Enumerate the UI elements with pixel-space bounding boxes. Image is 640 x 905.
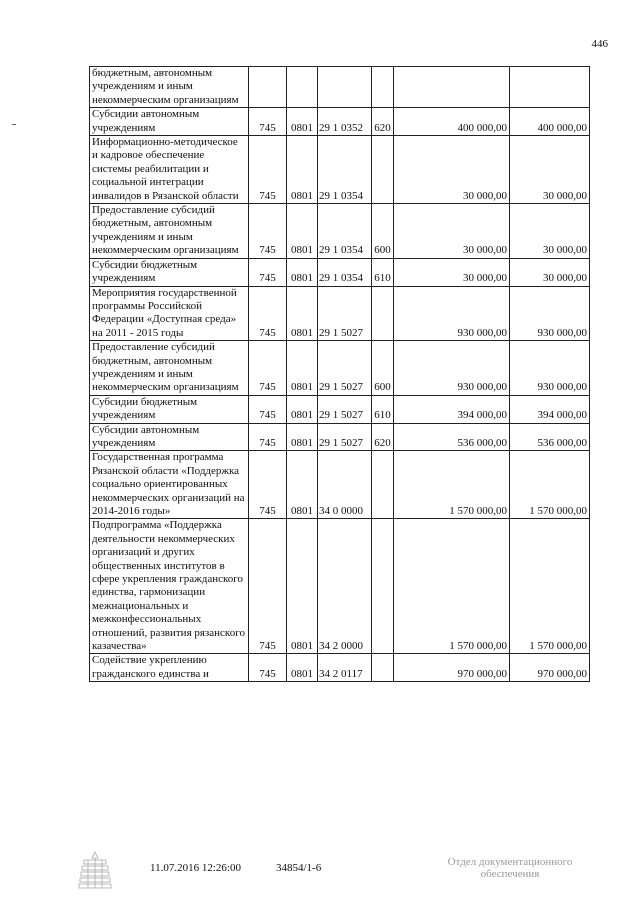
row-expense-type: 610 (372, 258, 394, 286)
row-expense-type: 600 (372, 204, 394, 259)
row-section-code: 0801 (287, 286, 318, 341)
table-row (90, 286, 590, 341)
row-section-code: 0801 (287, 341, 318, 396)
row-expense-type (372, 654, 394, 682)
row-amount-2: 30 000,00 (510, 258, 590, 286)
row-target-code: 29 1 5027 (318, 341, 372, 396)
row-section-code: 0801 (287, 451, 318, 519)
row-expense-type (372, 136, 394, 204)
row-section-code: 0801 (287, 423, 318, 451)
row-name: Предоставление субсидий бюджетным, автономным учреждениям и иным некоммерческим организациям (90, 204, 249, 259)
row-amount-2: 1 570 000,00 (510, 519, 590, 654)
row-amount-1 (394, 67, 510, 108)
row-expense-type: 610 (372, 395, 394, 423)
stamp-line-2: обеспечения (480, 868, 540, 880)
row-name: Субсидии бюджетным учреждениям (90, 258, 249, 286)
row-expense-type: 620 (372, 108, 394, 136)
row-expense-type: 620 (372, 423, 394, 451)
row-admin-code: 745 (249, 341, 287, 396)
row-name: Предоставление субсидий бюджетным, автономным учреждениям и иным некоммерческим организациям (90, 341, 249, 396)
row-target-code: 29 1 0352 (318, 108, 372, 136)
row-expense-type (372, 451, 394, 519)
row-target-code: 34 2 0000 (318, 519, 372, 654)
row-admin-code: 745 (249, 395, 287, 423)
row-name: Содействие укреплению гражданского единства и (90, 654, 249, 682)
row-target-code: 34 0 0000 (318, 451, 372, 519)
margin-mark (12, 124, 16, 125)
table-row (90, 204, 590, 259)
row-amount-2: 30 000,00 (510, 136, 590, 204)
row-name: бюджетным, автономным учреждениям и иным некоммерческим организациям (90, 67, 249, 108)
row-amount-1: 394 000,00 (394, 395, 510, 423)
budget-table (89, 66, 590, 682)
table-body (90, 67, 590, 682)
row-name: Субсидии автономным учреждениям (90, 108, 249, 136)
table-row (90, 108, 590, 136)
row-section-code (287, 67, 318, 108)
row-name: Государственная программа Рязанской области «Поддержка социально ориентированных некоммерческих организаций на 2014-2016 годы» (90, 451, 249, 519)
row-admin-code: 745 (249, 451, 287, 519)
department-stamp (420, 856, 600, 880)
row-amount-1: 1 570 000,00 (394, 519, 510, 654)
row-target-code (318, 67, 372, 108)
row-target-code: 29 1 0354 (318, 258, 372, 286)
row-name: Подпрограмма «Поддержка деятельности некоммерческих организаций и других общественных институтов в сфере укрепления гражданского единства, гармонизации межнациональных и межконфессиональных отношений, развития рязанского казачества» (90, 519, 249, 654)
row-amount-1: 930 000,00 (394, 341, 510, 396)
row-amount-1: 930 000,00 (394, 286, 510, 341)
row-target-code: 29 1 5027 (318, 423, 372, 451)
row-amount-2: 930 000,00 (510, 286, 590, 341)
row-section-code: 0801 (287, 136, 318, 204)
row-admin-code (249, 67, 287, 108)
row-amount-2: 394 000,00 (510, 395, 590, 423)
row-amount-1: 30 000,00 (394, 258, 510, 286)
row-amount-2 (510, 67, 590, 108)
row-admin-code: 745 (249, 136, 287, 204)
row-amount-1: 30 000,00 (394, 204, 510, 259)
row-section-code: 0801 (287, 108, 318, 136)
table-row (90, 654, 590, 682)
row-name: Субсидии бюджетным учреждениям (90, 395, 249, 423)
row-amount-1: 400 000,00 (394, 108, 510, 136)
row-amount-2: 1 570 000,00 (510, 451, 590, 519)
row-name: Информационно-методическое и кадровое обеспечение системы реабилитации и социальной интеграции инвалидов в Рязанской области (90, 136, 249, 204)
row-target-code: 29 1 0354 (318, 136, 372, 204)
row-admin-code: 745 (249, 654, 287, 682)
row-section-code: 0801 (287, 395, 318, 423)
footer-doc-code: 34854/1-6 (276, 862, 322, 874)
table-row (90, 451, 590, 519)
row-target-code: 29 1 5027 (318, 286, 372, 341)
row-amount-1: 970 000,00 (394, 654, 510, 682)
row-section-code: 0801 (287, 519, 318, 654)
row-section-code: 0801 (287, 204, 318, 259)
stamp-line-1: Отдел документационного (447, 856, 573, 868)
page-number: 446 (591, 38, 608, 50)
coat-of-arms-icon (78, 850, 112, 890)
table-row (90, 519, 590, 654)
row-admin-code: 745 (249, 108, 287, 136)
footer-datetime: 11.07.2016 12:26:00 (150, 862, 241, 874)
row-admin-code: 745 (249, 286, 287, 341)
row-name: Мероприятия государственной программы Российской Федерации «Доступная среда» на 2011 - 2015 годы (90, 286, 249, 341)
row-amount-2: 536 000,00 (510, 423, 590, 451)
row-amount-2: 970 000,00 (510, 654, 590, 682)
row-target-code: 34 2 0117 (318, 654, 372, 682)
table-row (90, 423, 590, 451)
row-target-code: 29 1 0354 (318, 204, 372, 259)
row-expense-type (372, 519, 394, 654)
table-row (90, 136, 590, 204)
row-expense-type (372, 67, 394, 108)
row-section-code: 0801 (287, 258, 318, 286)
table-row (90, 67, 590, 108)
table-row (90, 395, 590, 423)
row-amount-1: 1 570 000,00 (394, 451, 510, 519)
row-amount-2: 400 000,00 (510, 108, 590, 136)
table-row (90, 341, 590, 396)
row-admin-code: 745 (249, 204, 287, 259)
row-amount-2: 30 000,00 (510, 204, 590, 259)
row-amount-2: 930 000,00 (510, 341, 590, 396)
table-row (90, 258, 590, 286)
row-admin-code: 745 (249, 423, 287, 451)
row-section-code: 0801 (287, 654, 318, 682)
row-name: Субсидии автономным учреждениям (90, 423, 249, 451)
row-amount-1: 30 000,00 (394, 136, 510, 204)
row-target-code: 29 1 5027 (318, 395, 372, 423)
row-admin-code: 745 (249, 519, 287, 654)
row-admin-code: 745 (249, 258, 287, 286)
row-expense-type (372, 286, 394, 341)
row-amount-1: 536 000,00 (394, 423, 510, 451)
row-expense-type: 600 (372, 341, 394, 396)
